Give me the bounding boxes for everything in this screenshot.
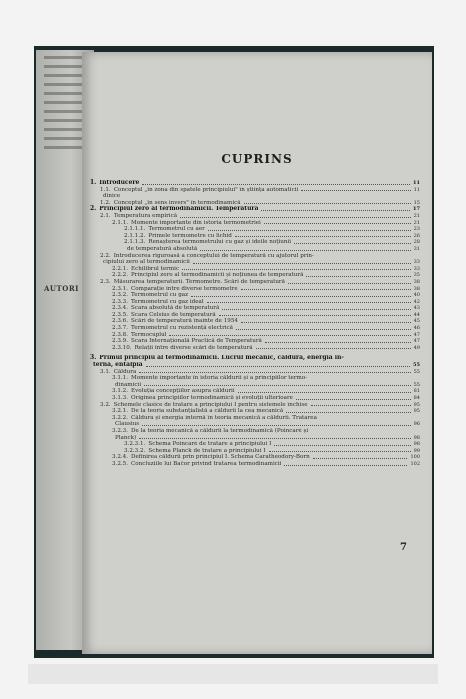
toc-entry-text: Scări de temperatură înainte de 1954: [131, 318, 238, 325]
toc-entry-page: 96: [413, 421, 420, 428]
toc-entry-page: 23: [413, 226, 420, 233]
toc-entry-text: Renașterea termometrului cu gaz și ideile noțiunii: [148, 239, 292, 246]
toc-entry: [90, 266, 420, 273]
toc-entry-page: 11: [413, 186, 420, 193]
toc-entry-number: 2.2.1.: [112, 265, 129, 272]
toc-entry-text: Termometrul cu rezistență electrică: [131, 325, 234, 332]
toc-leader-dots: [256, 348, 411, 349]
toc-entry-page: 38: [413, 285, 420, 292]
toc-entry-text: Planck): [115, 434, 137, 441]
table-of-contents: [90, 180, 420, 468]
page-title: CUPRINS: [221, 152, 293, 166]
toc-leader-dots: [144, 385, 411, 386]
toc-entry-page: 11: [413, 180, 420, 186]
toc-entry: [90, 441, 420, 448]
toc-entry-text: Definirea căldurii prin principiul I. Schema Carathéodory-Born: [131, 454, 310, 461]
toc-entry: [90, 325, 420, 332]
toc-entry-page: 99: [413, 447, 420, 454]
toc-entry-text: Introducerea riguroasă a conceptului de temperatură cu ajutorul prin-: [113, 252, 314, 259]
toc-entry: [90, 355, 420, 362]
toc-entry-text: Scara absolută de temperatură: [131, 305, 220, 312]
toc-entry-text: Conceptul „în zona din spatele principiului" în știința automaticii: [113, 186, 299, 193]
toc-entry-number: 2.3.6.: [112, 318, 129, 325]
toc-entry-text: dinice: [103, 193, 121, 200]
toc-entry: [90, 435, 420, 442]
toc-entry: [90, 362, 420, 369]
toc-entry-text: Momente importante în istoria căldurii și a principiilor termo-: [131, 375, 308, 382]
toc-leader-dots: [219, 315, 411, 316]
toc-entry: [90, 421, 420, 428]
toc-entry-text: Termocuplul: [131, 331, 167, 338]
toc-entry-number: 2.1.1.3.: [124, 239, 146, 246]
toc-entry-text: ternă, entalpia: [93, 362, 143, 369]
toc-entry-page: 42: [413, 298, 420, 305]
toc-entry-number: 2.: [90, 205, 97, 213]
toc-leader-dots: [313, 458, 408, 459]
toc-entry-text: Căldura: [113, 368, 137, 375]
toc-entry-number: 2.1.1.1.: [124, 226, 146, 233]
toc-entry: [90, 292, 420, 299]
toc-entry-page: 33: [413, 259, 420, 266]
toc-leader-dots: [200, 250, 410, 251]
toc-entry-page: 28: [413, 239, 420, 246]
toc-entry-text: Primul principiu al termodinamicii. Lucrul mecanic, căldura, energia in-: [99, 355, 344, 362]
toc-entry-number: 3.1.2.: [112, 388, 129, 395]
toc-entry-number: 3.1.3.: [112, 395, 129, 401]
toc-leader-dots: [146, 366, 410, 367]
toc-entry-page: 55: [413, 362, 420, 369]
toc-entry-number: 1.2.: [100, 199, 111, 206]
toc-entry-number: 2.3.2.: [112, 292, 129, 299]
toc-entry-page: 98: [413, 441, 420, 448]
toc-entry-text: Scara Celsius de temperatură: [131, 311, 216, 318]
toc-entry-page: 55: [413, 381, 420, 388]
toc-entry-page: 100: [410, 454, 420, 461]
toc-leader-dots: [142, 184, 410, 185]
toc-entry-text: De la teoria mecanică a căldurii la termodinamică (Poincaré și: [131, 427, 309, 434]
toc-entry-text: Termometrul cu gaz ideal: [131, 298, 204, 305]
toc-entry: [90, 305, 420, 312]
toc-entry: [90, 272, 420, 279]
toc-entry: [90, 382, 420, 389]
toc-entry-number: 2.1.1.: [112, 219, 129, 226]
toc-entry-number: 3.2.3.: [112, 427, 129, 434]
toc-entry: [90, 233, 420, 240]
toc-entry-page: 15: [413, 199, 420, 206]
toc-leader-dots: [306, 276, 410, 277]
toc-leader-dots: [182, 269, 411, 270]
page-number: 7: [400, 542, 407, 553]
toc-entry: [90, 200, 420, 207]
toc-entry-page: 98: [413, 434, 420, 441]
toc-entry-number: 2.3.1.: [112, 285, 129, 292]
toc-leader-dots: [238, 392, 411, 393]
toc-entry-number: 2.3.3.: [112, 298, 129, 305]
toc-entry: [90, 375, 420, 382]
toc-entry-text: Originea principiilor termodinamicii și evoluții ulterioare: [131, 395, 293, 401]
toc-entry: [90, 461, 420, 468]
toc-leader-dots: [169, 335, 410, 336]
toc-entry-page: 47: [413, 331, 420, 338]
toc-entry-text: Schemele clasice de tratare a principiului I pentru sistemele închise: [113, 401, 308, 408]
toc-leader-dots: [261, 210, 410, 211]
toc-entry-number: 3.: [90, 354, 97, 362]
toc-entry-page: 21: [413, 212, 420, 219]
toc-entry: [90, 180, 420, 187]
toc-entry: [90, 318, 420, 325]
toc-entry-number: 3.2.: [100, 401, 111, 408]
toc-leader-dots: [286, 412, 410, 413]
toc-leader-dots: [294, 243, 411, 244]
toc-entry-text: Conceptul „în sens invers" în termodinamică: [113, 199, 241, 206]
toc-entry-text: Comparație între diverse termometre: [131, 285, 238, 292]
toc-entry: [90, 213, 420, 220]
toc-leader-dots: [269, 451, 411, 452]
toc-leader-dots: [180, 217, 411, 218]
toc-leader-dots: [191, 296, 411, 297]
toc-entry: [90, 312, 420, 319]
toc-leader-dots: [139, 372, 410, 373]
toc-entry-number: 3.2.1.: [112, 408, 129, 415]
toc-leader-dots: [193, 263, 411, 264]
toc-entry-page: 47: [413, 338, 420, 345]
toc-entry: [90, 454, 420, 461]
toc-entry-page: 84: [413, 395, 420, 401]
toc-leader-dots: [264, 223, 411, 224]
toc-entry: [90, 408, 420, 415]
toc-entry-number: 2.3.: [100, 278, 111, 285]
toc-entry-text: Temperatura empirică: [113, 212, 178, 219]
toc-leader-dots: [244, 203, 411, 204]
toc-leader-dots: [274, 445, 410, 446]
toc-entry-number: 3.2.3.2.: [124, 447, 146, 454]
toc-entry-text: Echilibrul termic: [131, 265, 180, 272]
toc-leader-dots: [207, 302, 411, 303]
toc-entry: [90, 402, 420, 409]
toc-leader-dots: [235, 236, 411, 237]
toc-entry-number: 1.: [90, 179, 97, 186]
toc-entry: [90, 239, 420, 246]
toc-entry-number: 2.3.7.: [112, 325, 129, 332]
toc-entry: [90, 220, 420, 227]
toc-entry-page: 95: [413, 401, 420, 408]
toc-entry-text: Concluziile lui Bačor privind tratarea termodinamicii: [131, 460, 282, 467]
toc-entry: [90, 246, 420, 253]
toc-entry-number: 2.1.: [100, 212, 111, 219]
toc-entry-number: 3.2.3.1.: [124, 441, 146, 448]
toc-entry-text: cipiului zero al termodinamicii: [103, 259, 190, 266]
toc-entry-page: 40: [413, 292, 420, 299]
toc-entry-number: 1.1.: [100, 186, 111, 193]
toc-entry-number: 2.3.5.: [112, 311, 129, 318]
book-page: [82, 52, 432, 654]
toc-entry: [90, 345, 420, 352]
toc-entry-text: Principiul zero al termodinamicii și noțiunea de temperatură: [131, 272, 304, 279]
toc-entry: [90, 428, 420, 435]
toc-entry-page: 81: [413, 388, 420, 395]
toc-entry-number: 2.3.9.: [112, 338, 129, 345]
toc-entry-text: dinamicii: [115, 381, 142, 388]
toc-entry: [90, 193, 420, 200]
toc-leader-dots: [284, 465, 407, 466]
toc-entry-text: Scara Internațională Practică de Temperatură: [131, 338, 262, 345]
toc-entry: [90, 279, 420, 286]
toc-entry-text: Clausius: [115, 421, 140, 428]
toc-entry-page: 21: [413, 219, 420, 226]
toc-leader-dots: [142, 425, 410, 426]
toc-entry-page: 102: [410, 460, 420, 467]
toc-entry: [90, 187, 420, 194]
toc-entry: [90, 299, 420, 306]
toc-entry-page: 45: [413, 318, 420, 325]
toc-entry-text: de temperatură absolută: [127, 245, 198, 252]
toc-entry-number: 2.3.8.: [112, 331, 129, 338]
toc-entry-page: 95: [413, 408, 420, 415]
toc-leader-dots: [301, 190, 410, 191]
toc-leader-dots: [208, 230, 411, 231]
toc-entry-number: 3.2.4.: [112, 454, 129, 461]
toc-entry: [90, 286, 420, 293]
toc-entry-number: 2.2.2.: [112, 272, 129, 279]
toc-leader-dots: [265, 342, 411, 343]
bottom-strip: [28, 664, 438, 684]
toc-entry-page: 46: [413, 325, 420, 332]
toc-entry-number: 2.1.1.2.: [124, 232, 146, 239]
toc-entry-page: 44: [413, 311, 420, 318]
toc-entry-page: 38: [413, 278, 420, 285]
toc-entry: [90, 415, 420, 422]
toc-entry-page: 43: [413, 305, 420, 312]
toc-entry: [90, 332, 420, 339]
toc-leader-dots: [288, 283, 411, 284]
toc-entry-number: 3.1.: [100, 368, 111, 375]
toc-entry-text: Măsurarea temperaturii. Termometre. Scări de temperatură: [113, 278, 285, 285]
toc-entry-text: Introducere: [99, 180, 140, 186]
toc-entry-number: 3.1.1.: [112, 375, 129, 382]
toc-entry-text: Evoluția concepțiilor asupra căldurii: [131, 388, 235, 395]
toc-entry: [90, 253, 420, 260]
toc-entry-number: 2.3.4.: [112, 305, 129, 312]
toc-entry: [90, 338, 420, 345]
toc-entry-page: 31: [413, 245, 420, 252]
toc-entry-number: 3.2.5.: [112, 460, 129, 467]
toc-entry-page: 33: [413, 265, 420, 272]
toc-entry-text: Relații între diverse scări de temperatură: [134, 344, 253, 351]
toc-entry: [90, 226, 420, 233]
toc-leader-dots: [296, 399, 411, 400]
toc-entry: [90, 259, 420, 266]
toc-leader-dots: [311, 405, 411, 406]
toc-entry-page: 26: [413, 232, 420, 239]
toc-leader-dots: [222, 309, 410, 310]
toc-entry-text: De la teoria substanțialistă a căldurii la cea mecanică: [131, 408, 284, 415]
toc-leader-dots: [139, 438, 410, 439]
side-word: AUTORI: [44, 284, 79, 293]
toc-entry-page: 49: [413, 344, 420, 351]
toc-entry-text: Căldura și energia internă în teoria mecanică a căldurii. Tratarea: [131, 414, 317, 421]
toc-entry-number: 2.2.: [100, 252, 111, 259]
toc-leader-dots: [241, 289, 411, 290]
toc-entry-page: 55: [413, 368, 420, 375]
toc-entry-text: Primele termometre cu lichid: [148, 232, 232, 239]
toc-entry: [90, 388, 420, 395]
toc-leader-dots: [241, 322, 411, 323]
toc-leader-dots: [236, 329, 411, 330]
toc-entry-text: Principiul zero al termodinamicii. Temperatura: [99, 206, 259, 213]
toc-entry-text: Schema Poincaré de tratare a principiului I: [148, 441, 272, 448]
toc-entry-page: 17: [413, 206, 420, 213]
toc-entry: [90, 369, 420, 376]
toc-entry-text: Momente importante din istoria termometriei: [131, 219, 261, 226]
toc-entry: [90, 206, 420, 213]
toc-entry-text: Termometrul cu aer: [148, 226, 205, 233]
toc-entry-number: 3.2.2.: [112, 414, 129, 421]
toc-entry: [90, 448, 420, 455]
toc-entry-text: Termometrul cu gaz: [131, 292, 189, 299]
toc-entry-page: 35: [413, 272, 420, 279]
toc-entry-number: 2.3.10.: [112, 344, 132, 351]
toc-entry: [90, 395, 420, 402]
toc-entry-text: Schema Planck de tratare a principiului I: [148, 447, 266, 454]
